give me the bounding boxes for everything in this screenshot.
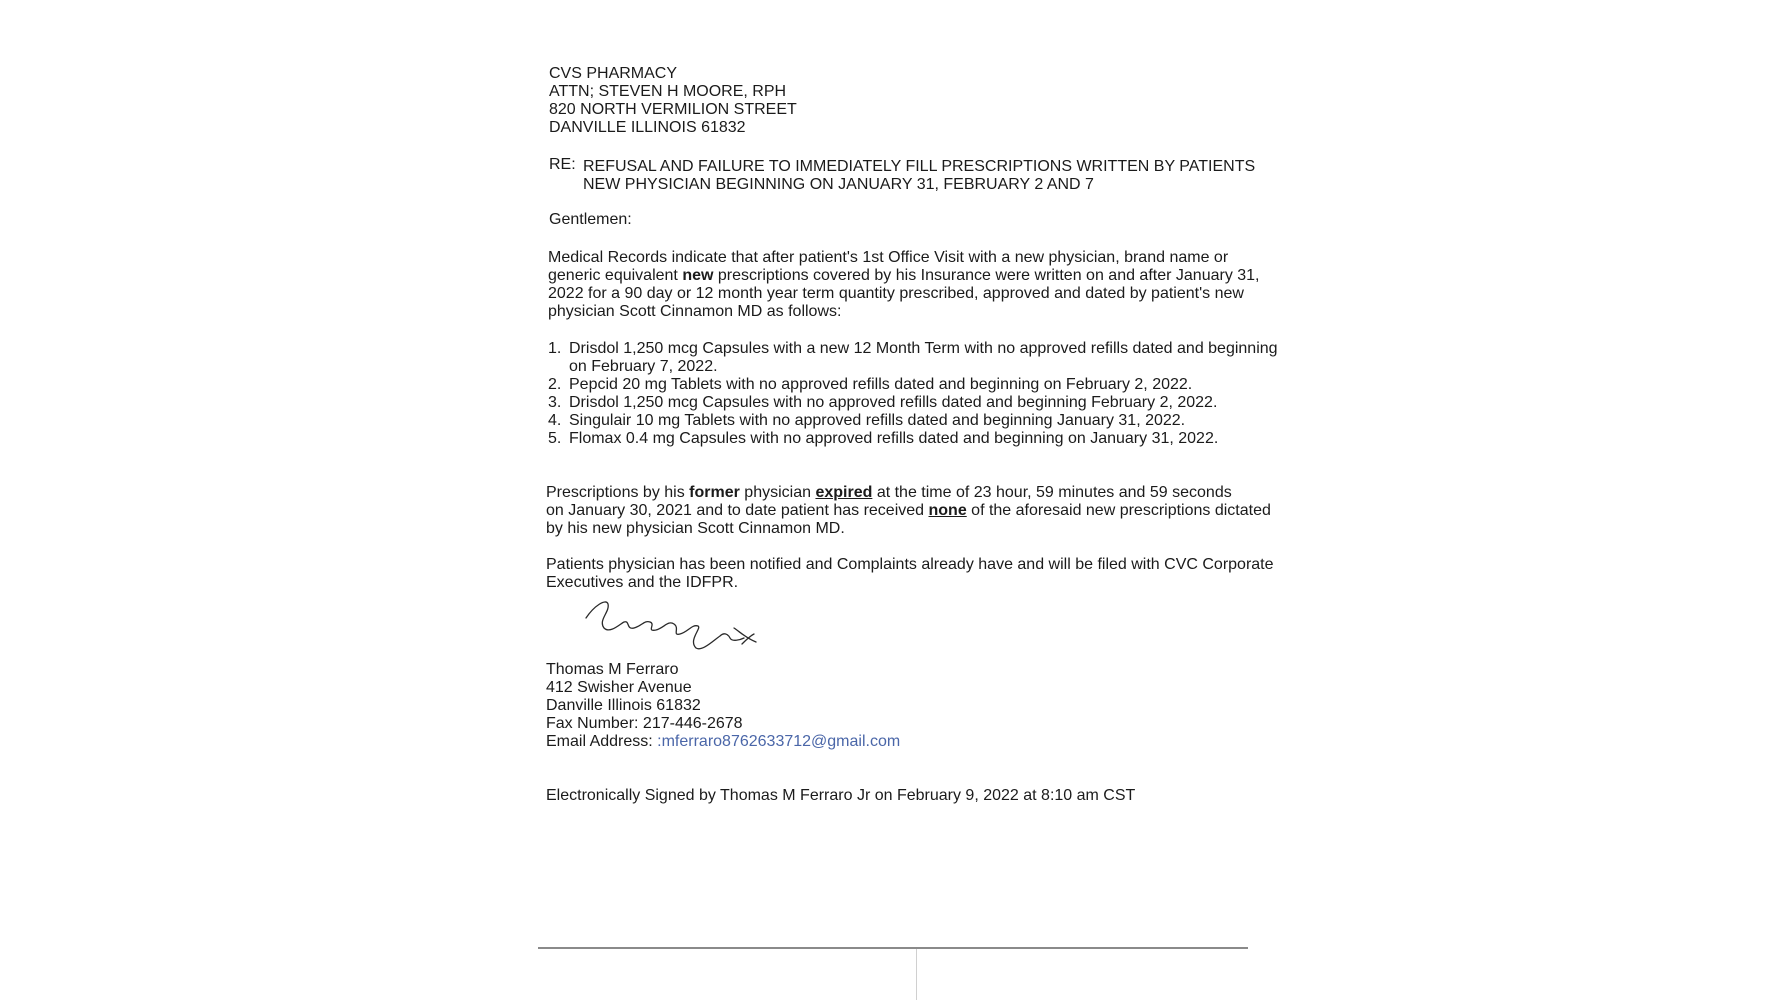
addressee-line: CVS PHARMACY [549, 65, 678, 82]
list-item [548, 430, 1278, 448]
paragraph-line [546, 502, 1271, 520]
addressee-line: 820 NORTH VERMILION STREET [549, 101, 797, 118]
sender-street: 412 Swisher Avenue [546, 679, 692, 696]
text-run: generic equivalent [548, 267, 683, 284]
re-subject [583, 158, 1255, 194]
addressee-line: DANVILLE ILLINOIS 61832 [549, 119, 746, 136]
list-item-text: Flomax 0.4 mg Capsules with no approved refills dated and beginning on January 31, 2022. [569, 430, 1219, 447]
email-link[interactable]: :mferraro8762633712@gmail.com [657, 733, 901, 750]
notification-paragraph [546, 556, 1274, 592]
emphasis-former: former [689, 484, 740, 501]
text-run: at the time of 23 hour, 59 minutes and 59 seconds [872, 484, 1232, 501]
handwritten-signature [584, 598, 764, 658]
list-number: 1. [548, 340, 562, 357]
paragraph-line [546, 484, 1271, 502]
paragraph-line: Medical Records indicate that after patient's 1st Office Visit with a new physician, brand name or [548, 249, 1229, 266]
text-run: of the aforesaid new prescriptions dictated [966, 502, 1271, 519]
list-number: 4. [548, 412, 562, 429]
list-item-text: Drisdol 1,250 mcg Capsules with no approved refills dated and beginning February 2, 2022. [569, 394, 1218, 411]
text-run: Drisdol 1,250 mcg Capsules with a new 12 Month Term with no approved refills dated and beginning [569, 340, 1278, 357]
electronic-signature-line: Electronically Signed by Thomas M Ferraro Jr on February 9, 2022 at 8:10 am CST [546, 787, 1136, 804]
list-number: 2. [548, 376, 562, 393]
emphasis-none: none [928, 502, 967, 519]
paragraph-line: Patients physician has been notified and Complaints already have and will be filed with CVC Corporate [546, 556, 1274, 573]
re-subject-line: REFUSAL AND FAILURE TO IMMEDIATELY FILL PRESCRIPTIONS WRITTEN BY PATIENTS [583, 158, 1256, 175]
sender-city: Danville Illinois 61832 [546, 697, 701, 714]
list-item [548, 340, 1278, 376]
list-item-text [569, 340, 1278, 376]
text-run: Prescriptions by his [546, 484, 690, 501]
page-divider-horizontal [538, 947, 1248, 949]
intro-paragraph [548, 249, 1260, 321]
list-item [548, 412, 1278, 430]
prescription-list [548, 340, 1278, 448]
paragraph-line: physician Scott Cinnamon MD as follows: [548, 303, 842, 320]
paragraph-line: 2022 for a 90 day or 12 month year term quantity prescribed, approved and dated by patient's new [548, 285, 1244, 302]
re-subject-line: NEW PHYSICIAN BEGINNING ON JANUARY 31, FEBRUARY 2 AND 7 [583, 176, 1094, 193]
paragraph-line: by his new physician Scott Cinnamon MD. [546, 520, 845, 537]
list-number: 5. [548, 430, 562, 447]
re-label: RE: [549, 156, 576, 173]
paragraph-line [548, 267, 1260, 285]
list-item-text: Singulair 10 mg Tablets with no approved refills dated and beginning January 31, 2022. [569, 412, 1186, 429]
text-run: on January 30, 2021 and to date patient has received [546, 502, 929, 519]
prior-prescriptions-paragraph [546, 484, 1271, 538]
list-item-text: Pepcid 20 mg Tablets with no approved refills dated and beginning on February 2, 2022. [569, 376, 1193, 393]
text-run: on February 7, 2022. [569, 358, 718, 375]
page-divider-vertical [916, 949, 917, 1000]
sender-email-line [546, 733, 900, 751]
email-label: Email Address: [546, 733, 658, 750]
list-item [548, 394, 1278, 412]
addressee-block [549, 65, 797, 137]
paragraph-line: Executives and the IDFPR. [546, 574, 739, 591]
sender-fax: Fax Number: 217-446-2678 [546, 715, 743, 732]
sender-block [546, 661, 900, 751]
text-run: prescriptions covered by his Insurance were written on and after January 31, [713, 267, 1260, 284]
list-item [548, 376, 1278, 394]
salutation: Gentlemen: [549, 211, 632, 228]
text-run: physician [739, 484, 816, 501]
list-number: 3. [548, 394, 562, 411]
emphasis-new: new [682, 267, 714, 284]
emphasis-expired: expired [815, 484, 873, 501]
addressee-line: ATTN; STEVEN H MOORE, RPH [549, 83, 787, 100]
sender-name: Thomas M Ferraro [546, 661, 679, 678]
